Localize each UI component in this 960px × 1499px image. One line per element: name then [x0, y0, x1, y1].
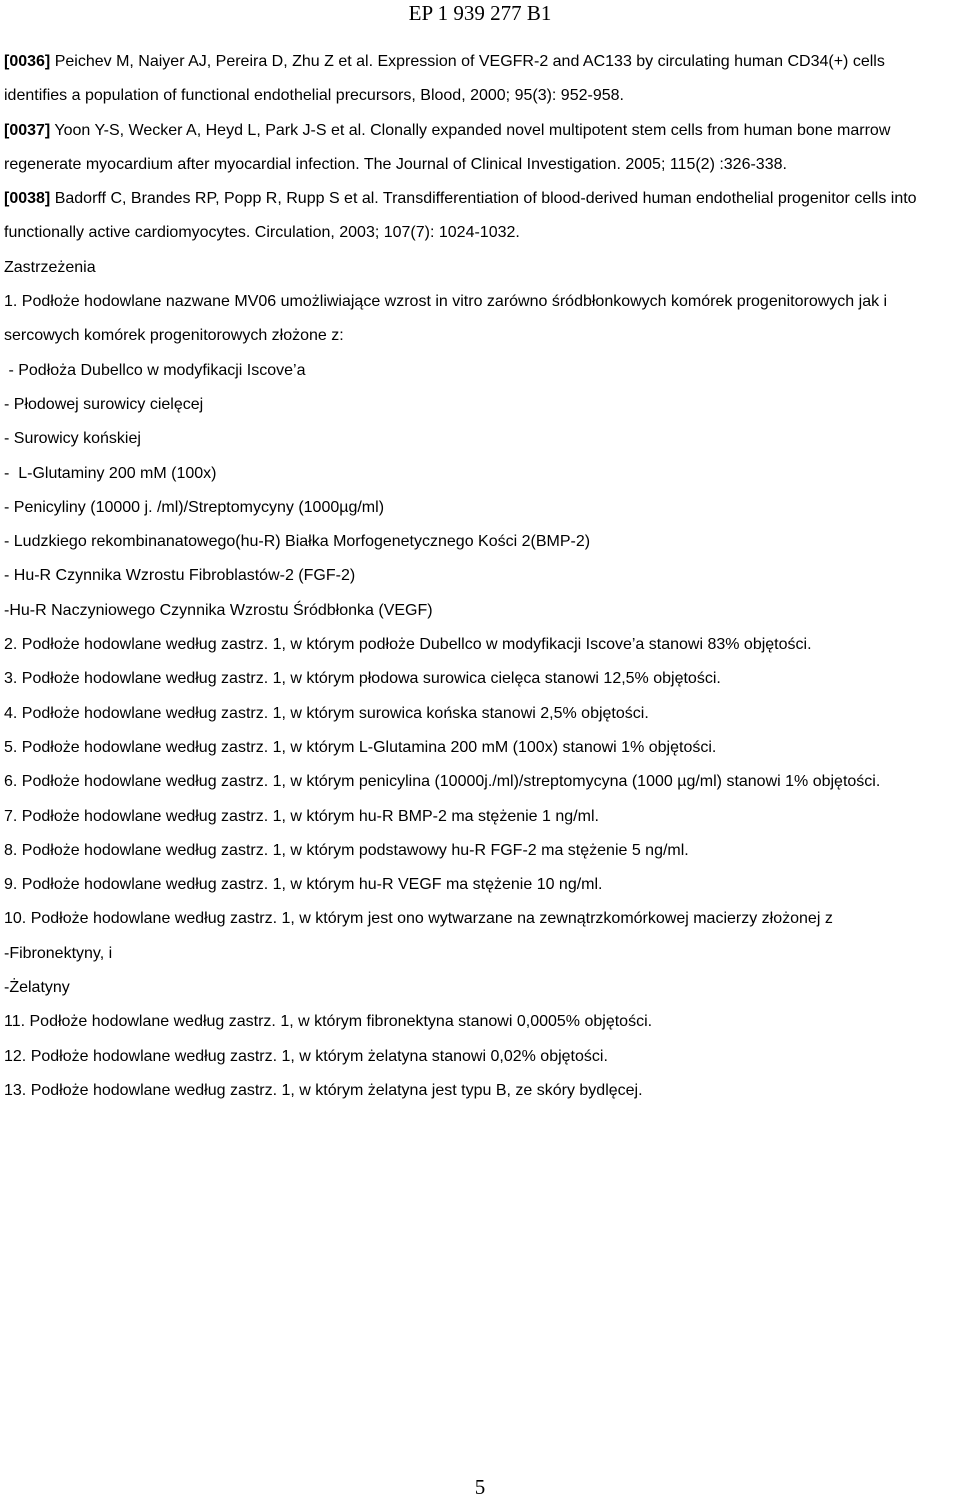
claim-7: 7. Podłoże hodowlane według zastrz. 1, w którym hu-R BMP-2 ma stężenie 1 ng/ml.: [4, 807, 599, 825]
claim-8: 8. Podłoże hodowlane według zastrz. 1, w którym podstawowy hu-R FGF-2 ma stężenie 5 ng/ml.: [4, 841, 689, 859]
claim-1-component: - Ludzkiego rekombinanatowego(hu-R) Białka Morfogenetycznego Kości 2(BMP-2): [4, 533, 591, 551]
reference-label: [0038]: [4, 190, 51, 208]
document-number: EP 1 939 277 B1: [408, 1, 552, 25]
reference-0036: [4, 45, 952, 114]
claim-6: 6. Podłoże hodowlane według zastrz. 1, w którym penicylina (10000j./ml)/streptomycyna (1000 µg/ml) stanowi 1% objętości.: [4, 773, 881, 791]
claim-13: 13. Podłoże hodowlane według zastrz. 1, w którym żelatyna jest typu B, ze skóry bydlęcej.: [4, 1081, 643, 1099]
claim-3: 3. Podłoże hodowlane według zastrz. 1, w którym płodowa surowica cielęca stanowi 12,5% objętości.: [4, 670, 721, 688]
claim-11: 11. Podłoże hodowlane według zastrz. 1, w którym fibronektyna stanowi 0,0005% objętości.: [4, 1013, 653, 1031]
claim-1-component: - Hu-R Czynnika Wzrostu Fibroblastów-2 (FGF-2): [4, 567, 356, 585]
reference-text: Badorff C, Brandes RP, Popp R, Rupp S et al. Transdifferentiation of blood-derived human endothelial progenitor cells into functionally active cardiomyocytes. Circulation, 2003; 107(7): 1024-1032.: [4, 190, 917, 242]
reference-label: [0036]: [4, 53, 51, 70]
claim-1-component: - L-Glutaminy 200 mM (100x): [4, 464, 217, 482]
claim-9: 9. Podłoże hodowlane według zastrz. 1, w którym hu-R VEGF ma stężenie 10 ng/ml.: [4, 876, 603, 894]
claim-1-component: - Płodowej surowicy cielęcej: [4, 395, 204, 413]
claim-1: 1. Podłoże hodowlane nazwane MV06 umożliwiające wzrost in vitro zarówno śródbłonkowych komórek progenitorowych jak i sercowych komórek progenitorowych złożone z:: [4, 293, 888, 345]
claims-heading: Zastrzeżenia: [4, 258, 96, 276]
claim-1-component: - Surowicy końskiej: [4, 430, 141, 448]
claim-1-component: - Podłoża Dubellco w modyfikacji Iscove’a: [4, 361, 306, 379]
claim-4: 4. Podłoże hodowlane według zastrz. 1, w którym surowica końska stanowi 2,5% objętości.: [4, 704, 649, 722]
claim-2: 2. Podłoże hodowlane według zastrz. 1, w którym podłoże Dubellco w modyfikacji Iscove’a stanowi 83% objętości.: [4, 636, 812, 654]
claim-10-component: -Fibronektyny, i: [4, 944, 113, 962]
claim-5: 5. Podłoże hodowlane według zastrz. 1, w którym L-Glutamina 200 mM (100x) stanowi 1% objętości.: [4, 738, 717, 756]
claim-1-component: -Hu-R Naczyniowego Czynnika Wzrostu Śródbłonka (VEGF): [4, 601, 433, 619]
reference-label: [0037]: [4, 121, 51, 139]
reference-text: Yoon Y-S, Wecker A, Heyd L, Park J-S et al. Clonally expanded novel multipotent stem cells from human bone marrow regenerate myocardium after myocardial infection. The Journal of Clinical Investigation. 2005; 115(2) :326-338.: [4, 121, 891, 173]
claim-10: 10. Podłoże hodowlane według zastrz. 1, w którym jest ono wytwarzane na zewnątrzkomórkowej macierzy złożonej z: [4, 910, 833, 928]
claim-1-component: - Penicyliny (10000 j. /ml)/Streptomycyny (1000µg/ml): [4, 498, 385, 516]
claim-10-component: -Żelatyny: [4, 979, 70, 997]
page-content: [4, 45, 952, 1108]
reference-0038: [4, 182, 952, 251]
reference-text: Peichev M, Naiyer AJ, Pereira D, Zhu Z et al. Expression of VEGFR-2 and AC133 by circulating human CD34(+) cells identifies a population of functional endothelial precursors, Blood, 2000; 95(3): 952-958.: [4, 53, 885, 105]
page-number: 5: [474, 1475, 486, 1499]
claim-12: 12. Podłoże hodowlane według zastrz. 1, w którym żelatyna stanowi 0,02% objętości.: [4, 1047, 608, 1065]
reference-0037: [4, 114, 952, 183]
